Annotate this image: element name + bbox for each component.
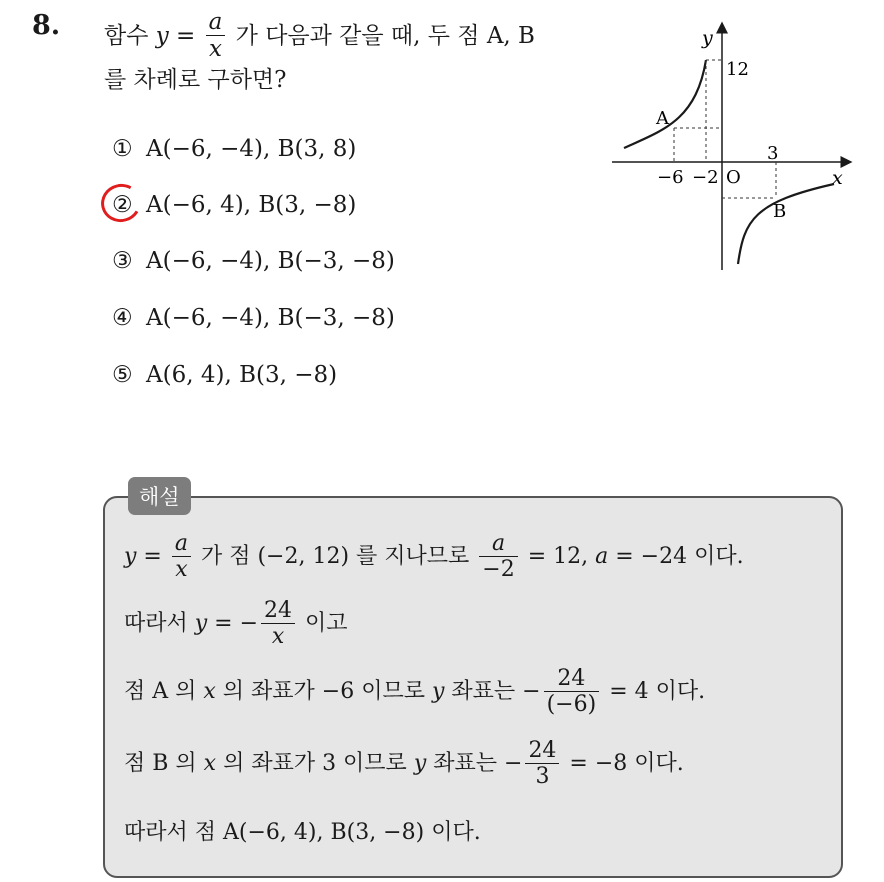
choice-2[interactable]: ② A(−6, 4), B(3, −8) xyxy=(112,192,357,218)
choice-4[interactable]: ④ A(−6, −4), B(−3, −8) xyxy=(112,305,395,331)
solution-line-4: 점 B 의 x 의 좌표가 3 이므로 y 좌표는 − $\frac{24}{3}$ = −8 이다. xyxy=(124,738,684,789)
solution-fraction-5: $\frac{24}{3}$ xyxy=(525,740,559,788)
question-number: 8. xyxy=(32,10,61,41)
curve-fourth-quadrant xyxy=(738,184,834,264)
label-minus-2: −2 xyxy=(692,167,719,188)
x-axis-label: x xyxy=(832,167,843,189)
hyperbola-graph xyxy=(604,20,854,280)
guide-lines xyxy=(674,60,779,198)
solution-line-3: 점 A 의 x 의 좌표가 −6 이므로 y 좌표는 − $\frac{24}{(-6)}$ = 4 이다. xyxy=(124,666,706,717)
label-minus-6: −6 xyxy=(657,167,684,188)
label-3: 3 xyxy=(767,143,779,164)
solution-tag: 해설 xyxy=(128,477,191,515)
origin-label: O xyxy=(726,167,741,188)
curve-second-quadrant xyxy=(624,60,706,148)
solution-fraction-3: $\frac{24}{x}$ xyxy=(261,600,295,648)
choice-3[interactable]: ③ A(−6, −4), B(−3, −8) xyxy=(112,248,395,274)
point-b-label: B xyxy=(773,201,787,222)
solution-line-5: 따라서 점 A(−6, 4), B(3, −8) 이다. xyxy=(124,820,481,845)
stem-fraction: $\frac{a}{x}$ xyxy=(206,11,226,61)
choice-1[interactable]: ① A(−6, −4), B(3, 8) xyxy=(112,136,357,162)
stem-line-1: 함수 y = $\frac{a}{x}$ 가 다음과 같을 때, 두 점 A, B xyxy=(104,9,535,62)
solution-fraction-4: $\frac{24}{(-6)}$ xyxy=(544,668,600,716)
label-12: 12 xyxy=(726,59,749,80)
point-a-label: A xyxy=(656,108,669,129)
stem-line-2: 를 차례로 구하면? xyxy=(104,67,287,93)
answer-circle-annotation xyxy=(97,179,145,226)
solution-line-2: 따라서 y = − $\frac{24}{x}$ 이고 xyxy=(124,598,348,649)
question-stem xyxy=(104,9,604,98)
solution-fraction-1: $\frac{a}{x}$ xyxy=(172,533,191,581)
y-axis-label: y xyxy=(702,27,713,49)
solution-fraction-2: $\frac{a}{-2}$ xyxy=(479,533,517,581)
choice-5[interactable]: ⑤ A(6, 4), B(3, −8) xyxy=(112,362,338,388)
solution-line-1: y = $\frac{a}{x}$ 가 점 (−2, 12) 를 지나므로 $\frac{a}{-2}$ = 12, a = −24 이다. xyxy=(124,531,744,582)
